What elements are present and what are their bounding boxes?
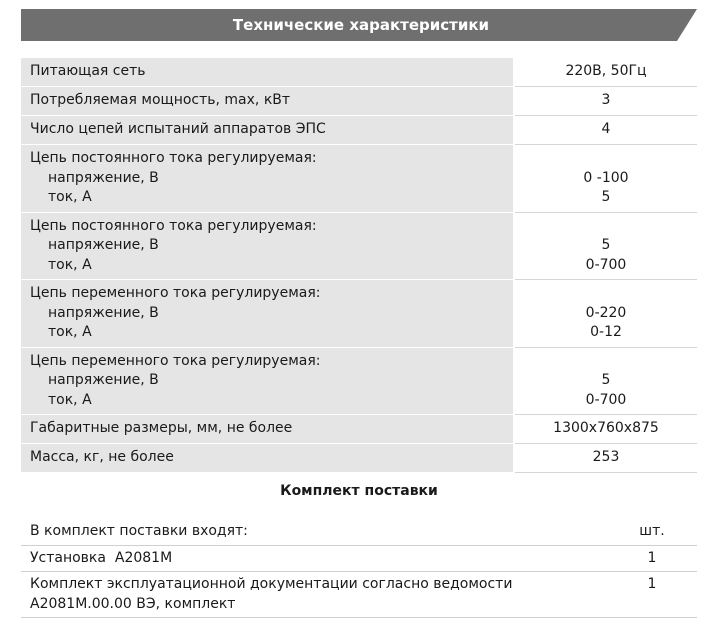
spec-param-group [21,280,514,348]
spec-value: 0 -100 [583,169,629,186]
spec-value: 1300x760x875 [514,415,697,444]
spec-value: 0-700 [585,256,627,273]
kit-item-name: А2081М.00.00 ВЭ, комплект [30,595,236,612]
table-row [21,444,697,473]
spec-value-group [514,280,697,348]
spec-value: 0-220 [585,304,627,321]
table-row [21,212,697,280]
spec-value: 5 [601,189,611,205]
spec-subparam: ток, А [48,189,92,205]
spec-param: Масса, кг, не более [21,444,514,473]
spec-param-group [21,145,514,213]
spec-value: 3 [514,87,697,116]
spec-subparam: напряжение, В [48,372,159,388]
table-row [21,87,697,116]
spec-param: Питающая сеть [21,58,514,87]
spec-subparam: напряжение, В [48,304,159,321]
table-row [21,545,697,572]
spec-value-group [514,212,697,280]
kit-item-name: Комплект эксплуатационной документации согласно ведомости [30,576,513,592]
kit-item-name: Установка А2081М [21,545,607,572]
kit-table [21,519,697,618]
spec-subparam: напряжение, В [48,237,159,253]
kit-item-qty: 1 [607,572,697,618]
spec-param: Габаритные размеры, мм, не более [21,415,514,444]
spec-param: Цепь постоянного тока регулируемая: [30,150,317,166]
spec-param: Цепь переменного тока регулируемая: [30,352,321,369]
specs-table [21,58,697,473]
kit-header-label: В комплект поставки входят: [21,519,607,545]
table-row [21,347,697,415]
spec-subparam: ток, А [48,256,92,273]
spec-value: 4 [514,116,697,145]
table-row [21,58,697,87]
spec-value: 253 [514,444,697,473]
kit-item-name-group [21,572,607,618]
table-row [21,519,697,545]
spec-param: Цепь постоянного тока регулируемая: [30,217,317,234]
spec-value-group [514,145,697,213]
spec-value: 0-12 [590,324,622,340]
spec-param: Потребляемая мощность, max, кВт [21,87,514,116]
spec-value: 0-700 [585,391,627,408]
spec-value: 5 [601,372,611,388]
spec-param-group [21,212,514,280]
table-row [21,572,697,618]
spec-param-group [21,347,514,415]
spec-value: 220В, 50Гц [514,58,697,87]
table-row [21,116,697,145]
spec-value-group [514,347,697,415]
spec-value: 5 [601,237,611,253]
table-row [21,415,697,444]
page-title: Технические характеристики [232,16,490,34]
spec-subparam: ток, А [48,391,92,408]
kit-item-qty: 1 [607,545,697,572]
spec-param: Число цепей испытаний аппаратов ЭПС [21,116,514,145]
spec-subparam: ток, А [48,324,92,340]
section-header-band [21,9,697,41]
spec-param: Цепь переменного тока регулируемая: [30,285,321,301]
spec-subparam: напряжение, В [48,169,159,186]
kit-section-title: Комплект поставки [280,483,438,499]
table-row [21,280,697,348]
kit-header-unit: шт. [607,519,697,545]
table-row [21,145,697,213]
